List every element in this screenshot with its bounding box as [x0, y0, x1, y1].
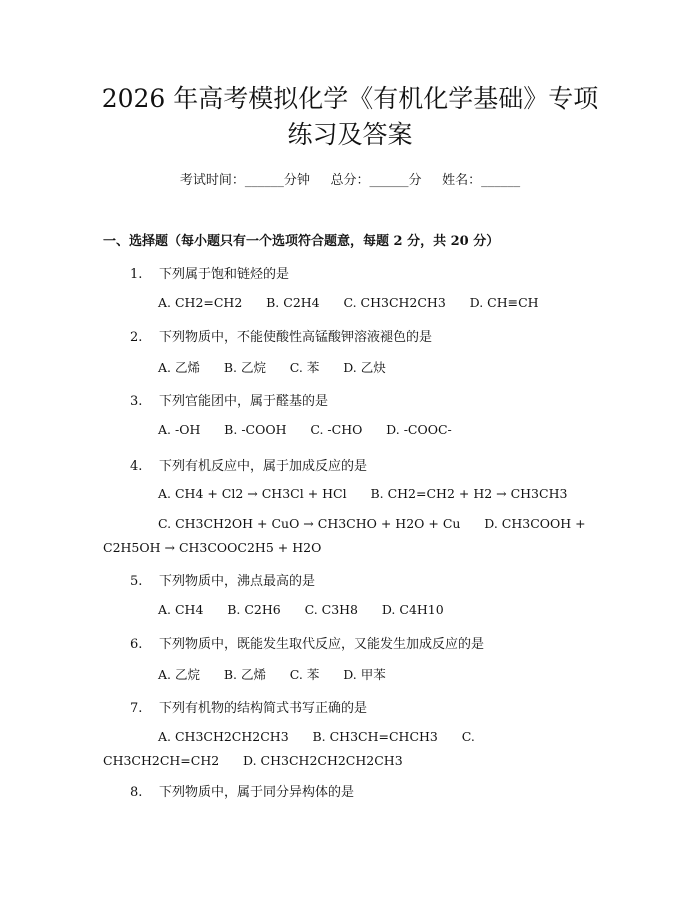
page-title-line-2: 练习及答案	[287, 120, 413, 149]
question-6-options: A. 乙烷 B. 乙烯 C. 苯 D. 甲苯	[158, 667, 386, 682]
question-number: 6.	[130, 637, 143, 652]
question-4	[130, 455, 367, 474]
question-number: 1.	[130, 267, 143, 282]
question-1-options: A. CH2=CH2 B. C2H4 C. CH3CH2CH3 D. CH≡CH	[158, 295, 539, 310]
question-7-options: A. CH3CH2CH2CH3 B. CH3CH=CHCH3 C. CH3CH2CH=CH2 D. CH3CH2CH2CH2CH3	[103, 729, 479, 768]
question-number: 2.	[130, 330, 143, 345]
question-stem: 下列物质中，属于同分异构体的是	[159, 785, 355, 800]
page-title-line-1: 2026 年高考模拟化学《有机化学基础》专项	[101, 84, 599, 113]
question-stem: 下列有机物的结构简式书写正确的是	[159, 701, 368, 716]
question-number: 7.	[130, 701, 143, 716]
question-stem: 下列属于饱和链烃的是	[159, 267, 290, 282]
question-2-options: A. 乙烯 B. 乙烷 C. 苯 D. 乙炔	[158, 360, 386, 375]
section-heading: 一、选择题（每小题只有一个选项符合题意，每题 2 分，共 20 分）	[103, 234, 500, 249]
question-3-options: A. -OH B. -COOH C. -CHO D. -COOC-	[158, 422, 452, 437]
question-stem: 下列物质中，不能使酸性高锰酸钾溶液褪色的是	[159, 330, 433, 345]
question-5-options: A. CH4 B. C2H6 C. C3H8 D. C4H10	[158, 602, 444, 617]
question-number: 8.	[130, 785, 143, 800]
question-stem: 下列官能团中，属于醛基的是	[159, 394, 329, 409]
question-stem: 下列有机反应中，属于加成反应的是	[159, 459, 368, 474]
question-2	[130, 326, 432, 345]
exam-info: 考试时间：______分钟 总分：______分 姓名：______	[179, 173, 521, 188]
question-5	[130, 570, 315, 589]
question-number: 3.	[130, 394, 143, 409]
question-6	[130, 633, 484, 652]
question-stem: 下列物质中，沸点最高的是	[159, 574, 316, 589]
question-stem: 下列物质中，既能发生取代反应，又能发生加成反应的是	[159, 637, 485, 652]
question-number: 4.	[130, 459, 143, 474]
question-1	[130, 263, 289, 282]
question-8	[130, 781, 354, 800]
question-number: 5.	[130, 574, 143, 589]
question-7	[130, 697, 367, 716]
question-4-options-line-1: A. CH4 + Cl2 → CH3Cl + HCl B. CH2=CH2 + H2 → CH3CH3	[158, 486, 568, 501]
question-3	[130, 390, 328, 409]
question-4-options-line-2: C. CH3CH2OH + CuO → CH3CHO + H2O + Cu D. CH3COOH + C2H5OH → CH3COOC2H5 + H2O	[103, 516, 590, 555]
